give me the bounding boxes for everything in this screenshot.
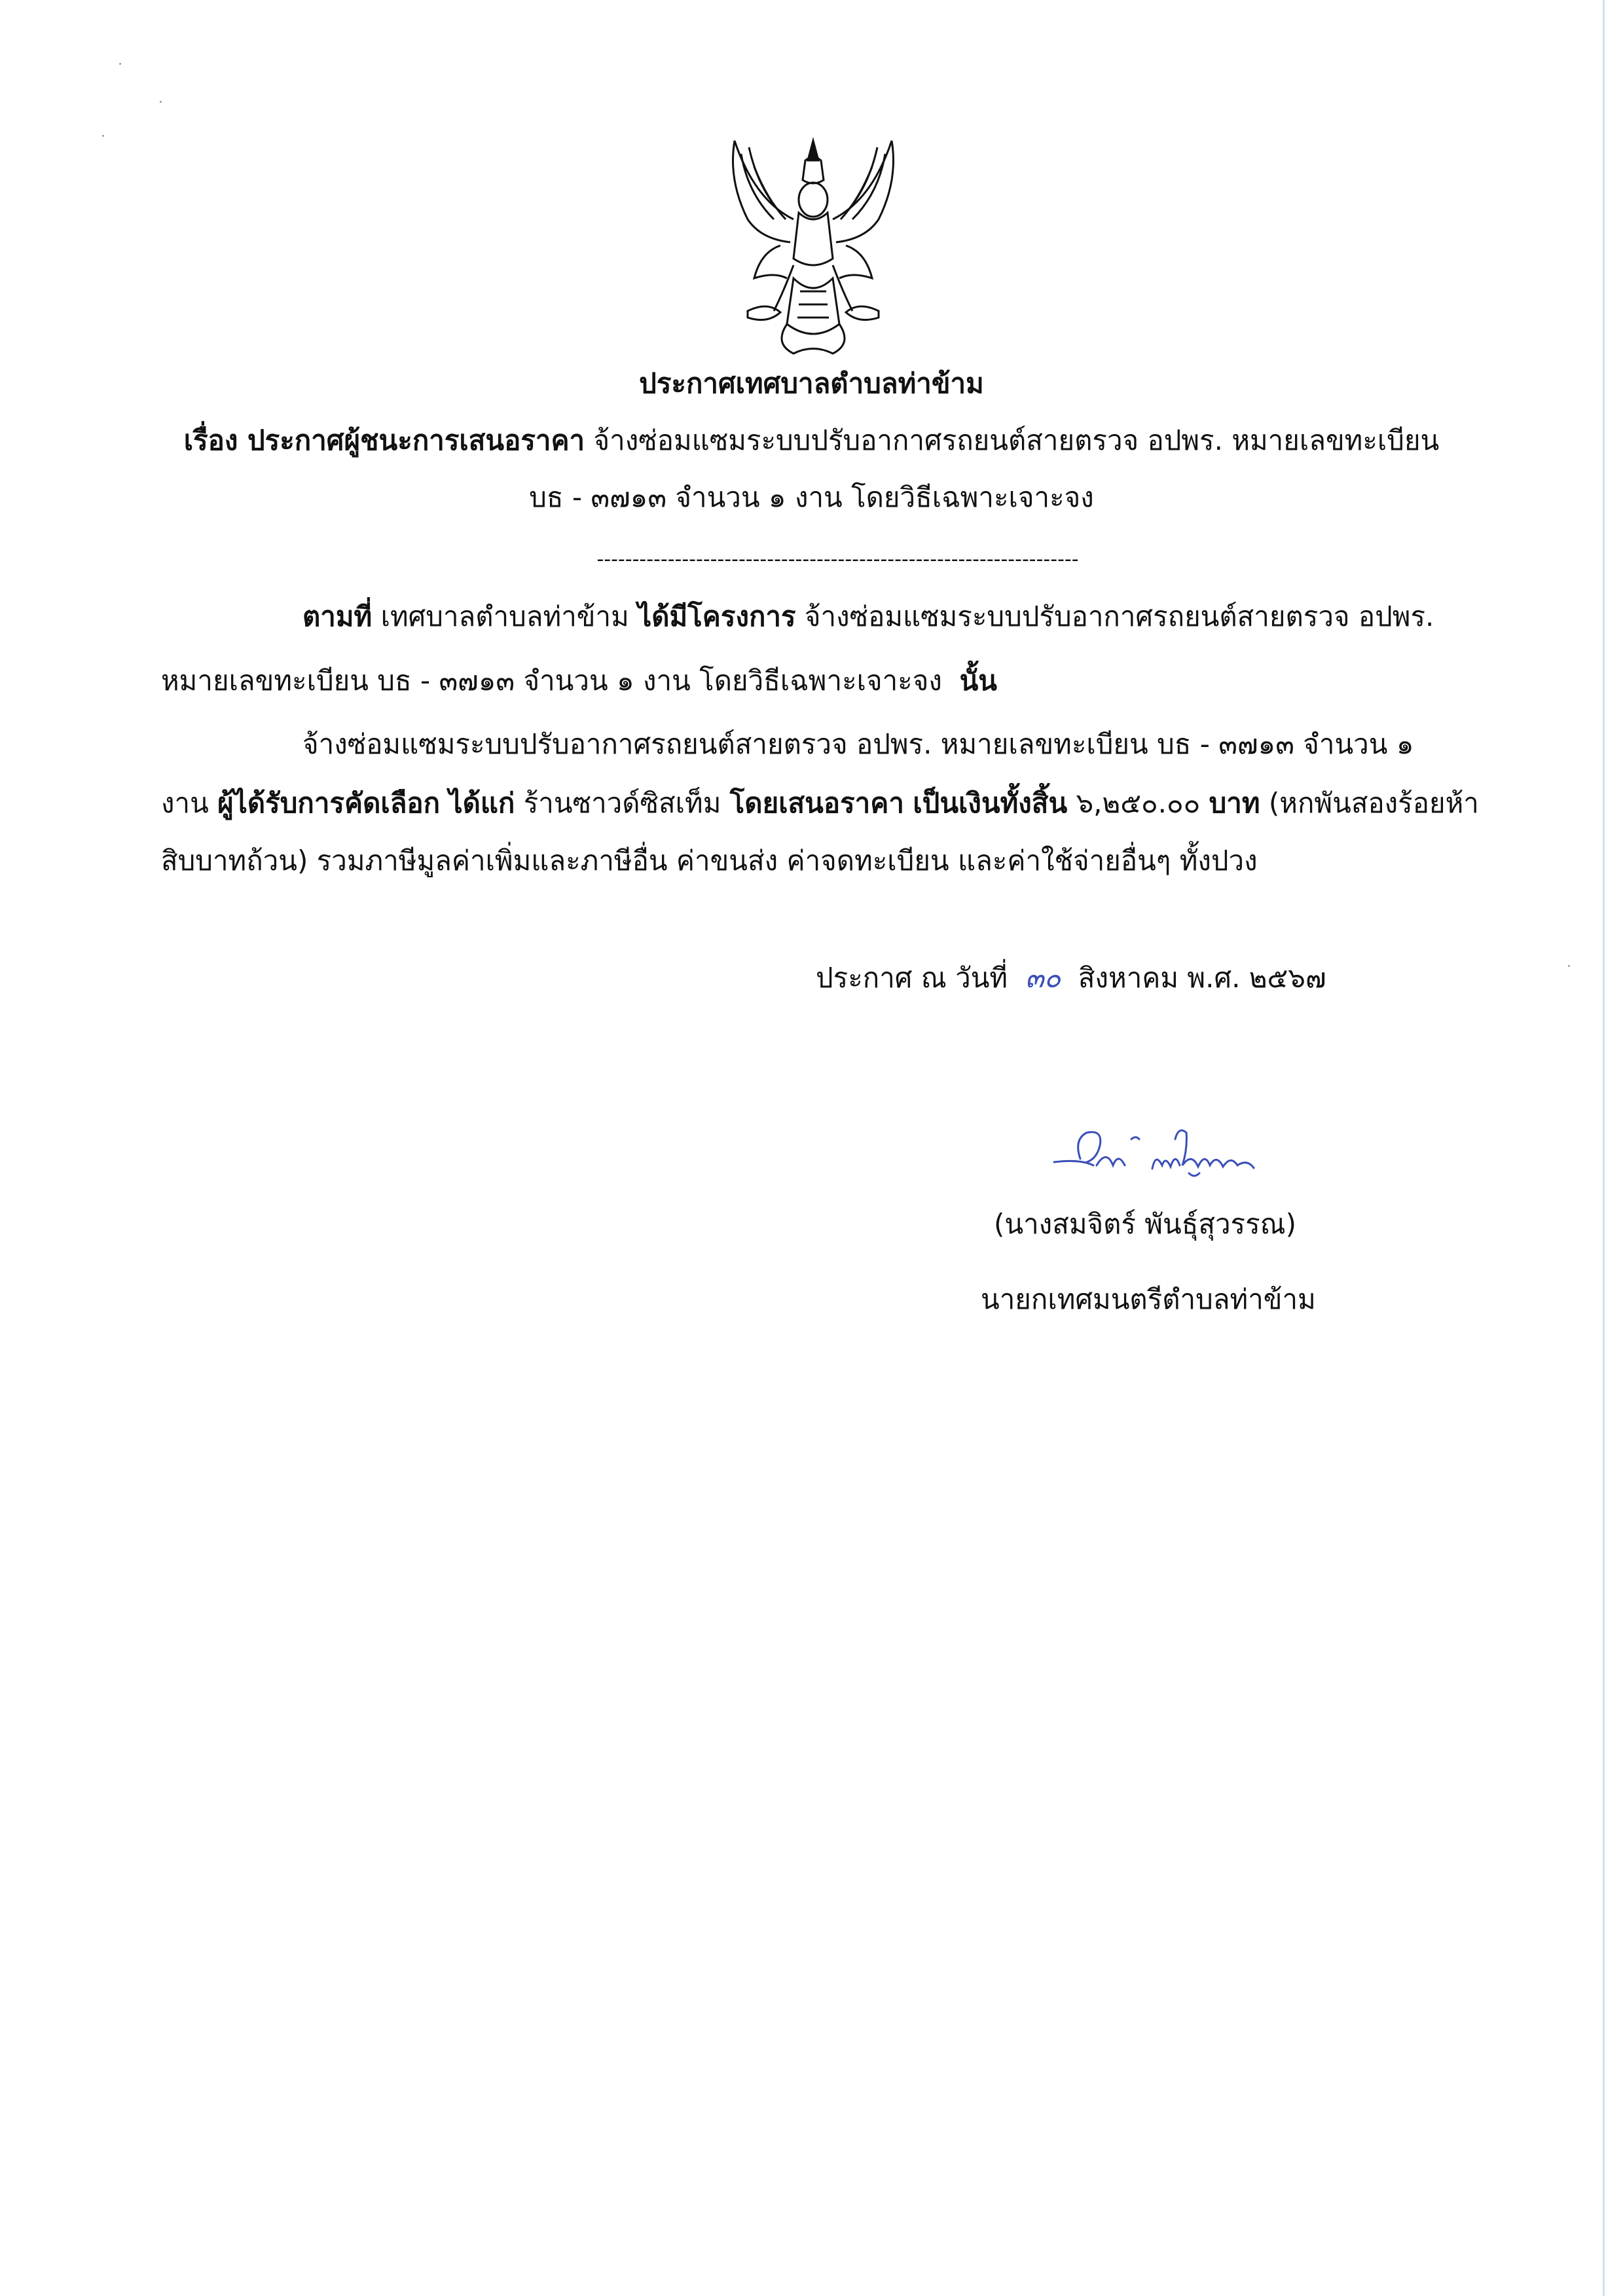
handwritten-day: ๓๐: [1025, 962, 1061, 994]
signatory-position: นายกเทศมนตรีตำบลท่าข้าม: [981, 1283, 1316, 1315]
paragraph-2-line-1: จ้างซ่อมแซมระบบปรับอากาศรถยนต์สายตรวจ อปพร. หมายเลขทะเบียน บธ - ๓๗๑๓ จำนวน ๑: [302, 728, 1414, 760]
page-edge-line: [1603, 0, 1605, 2296]
signatory-name: (นางสมจิตร์ พันธุ์สุวรรณ): [994, 1208, 1297, 1240]
paragraph-2-line-3: สิบบาทถ้วน) รวมภาษีมูลค่าเพิ่มและภาษีอื่น ค่าขนส่ง ค่าจดทะเบียน และค่าใช้จ่ายอื่นๆ ทั้งปวง: [161, 845, 1258, 877]
paragraph-1-line-2: หมายเลขทะเบียน บธ - ๓๗๑๓ จำนวน ๑ งาน โดยวิธีเฉพาะเจาะจง นั้น: [161, 665, 997, 697]
announcement-date: ประกาศ ณ วันที่ ๓๐ สิงหาคม พ.ศ. ๒๕๖๗: [816, 962, 1326, 994]
divider: --------------------------------------------------------------------: [596, 548, 1079, 571]
scan-speck: [102, 135, 104, 137]
paragraph-2-line-2: งาน ผู้ได้รับการคัดเลือก ได้แก่ ร้านซาวด์ซิสเท็ม โดยเสนอราคา เป็นเงินทั้งสิ้น ๖,๒๕๐.๐๐ บาท (หกพันสองร้อยห้า: [161, 787, 1479, 819]
handwritten-signature: [1041, 1113, 1277, 1192]
scan-speck: [160, 101, 162, 103]
scan-speck: [1568, 965, 1570, 967]
garuda-emblem-icon: [708, 128, 918, 363]
scan-speck: [119, 63, 121, 65]
paragraph-1-line-1: ตามที่ เทศบาลตำบลท่าข้าม ได้มีโครงการ จ้างซ่อมแซมระบบปรับอากาศรถยนต์สายตรวจ อปพร.: [302, 600, 1434, 632]
announcement-title: ประกาศเทศบาลตำบลท่าข้าม: [639, 367, 984, 399]
subject-line-2: บธ - ๓๗๑๓ จำนวน ๑ งาน โดยวิธีเฉพาะเจาะจง: [529, 481, 1094, 513]
subject-line-1: เรื่อง ประกาศผู้ชนะการเสนอราคา จ้างซ่อมแซมระบบปรับอากาศรถยนต์สายตรวจ อปพร. หมายเลขทะเบียน: [183, 424, 1440, 456]
